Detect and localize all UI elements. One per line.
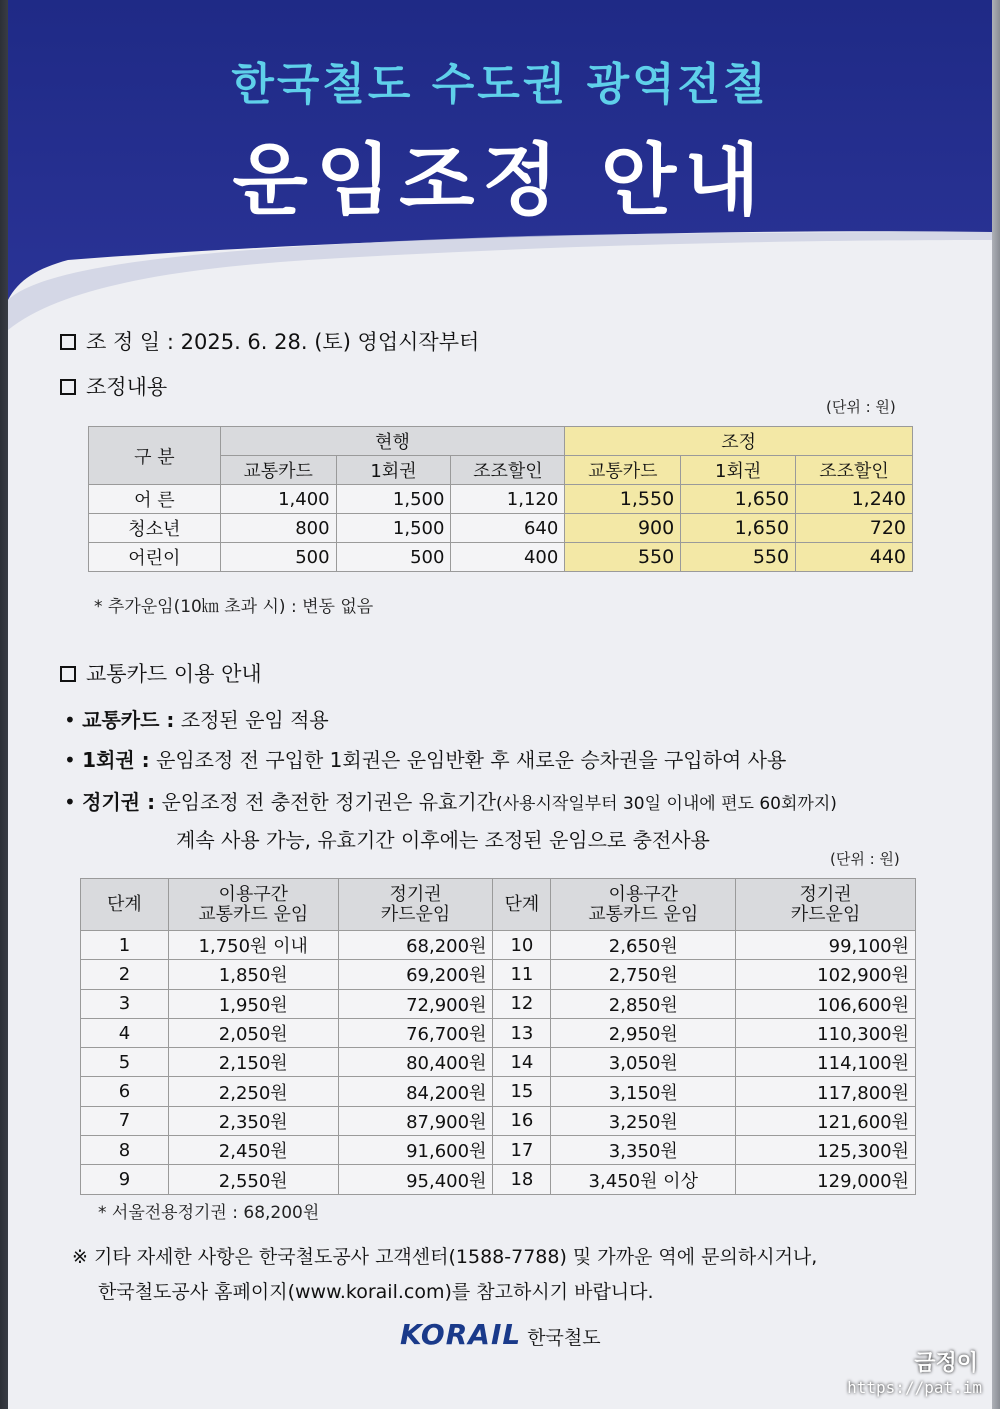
bullet-text: 조정된 운임 적용: [180, 708, 329, 732]
pass-fare-cell: 117,800원: [736, 1077, 916, 1106]
korail-logo-text: KORAIL: [400, 1318, 522, 1351]
fare-note: * 추가운임(10㎞ 초과 시) : 변동 없음: [94, 597, 374, 617]
pass-fare-cell: 3,250원: [551, 1106, 736, 1135]
pass-fare-cell: 6: [81, 1077, 169, 1106]
pass-fare-cell: 87,900원: [338, 1106, 493, 1135]
pass-step-header: 단계: [493, 879, 551, 931]
pass-fare-cell: 11: [493, 960, 551, 989]
pass-fare-cell: 91,600원: [338, 1136, 493, 1165]
pass-fare-cell: 68,200원: [338, 931, 493, 960]
pass-fare-cell: 5: [81, 1048, 169, 1077]
pass-range-header: 이용구간 교통카드 운임: [551, 879, 736, 931]
pass-fare-cell: 1: [81, 931, 169, 960]
pass-fare-cell: 3,450원 이상: [551, 1165, 736, 1194]
table-row: [89, 543, 913, 572]
pass-fare-cell: 1,750원 이내: [168, 931, 338, 960]
pass-fare-cell: 1,950원: [168, 989, 338, 1018]
fare-sub-header: 조조할인: [451, 456, 565, 485]
fare-row-label: 청소년: [89, 514, 221, 543]
table-row: [89, 514, 913, 543]
notice-poster: [8, 0, 992, 1409]
fare-cell: 640: [451, 514, 565, 543]
contact-line-1: ※ 기타 자세한 사항은 한국철도공사 고객센터(1588-7788) 및 가까운 역에 문의하시거나,: [72, 1246, 818, 1268]
table-row: [81, 1136, 916, 1165]
pass-fare-cell: 2: [81, 960, 169, 989]
bullet-pass: • 정기권 : 운임조정 전 충전한 정기권은 유효기간(사용시작일부터 30일 이내에 편도 60회까지): [64, 790, 837, 814]
fare-sub-header: 1회권: [681, 456, 796, 485]
watermark-name: 금정이: [914, 1351, 978, 1376]
fare-cell: 1,500: [336, 514, 451, 543]
section-content-heading: [60, 371, 167, 401]
pass-fare-cell: 4: [81, 1018, 169, 1047]
checkbox-square-icon: [60, 334, 76, 350]
pass-fare-cell: 2,050원: [168, 1018, 338, 1047]
fare-cell: 500: [336, 543, 451, 572]
pass-fare-cell: 84,200원: [338, 1077, 493, 1106]
unit-label: (단위 : 원): [830, 850, 900, 868]
pass-fare-cell: 102,900원: [736, 960, 916, 989]
checkbox-square-icon: [60, 666, 76, 682]
poster-header: [8, 0, 992, 330]
section-card-text: 교통카드 이용 안내: [86, 662, 262, 686]
table-row: [81, 1106, 916, 1135]
pass-fare-cell: 1,850원: [168, 960, 338, 989]
pass-fare-cell: 2,250원: [168, 1077, 338, 1106]
table-row: [81, 931, 916, 960]
pass-fare-cell: 129,000원: [736, 1165, 916, 1194]
schedule-line: [60, 326, 479, 356]
pass-fare-cell: 15: [493, 1077, 551, 1106]
fare-row-label: 어린이: [89, 543, 221, 572]
pass-fare-cell: 110,300원: [736, 1018, 916, 1047]
fare-cell: 1,550: [565, 485, 681, 514]
watermark-url: https://pat.im: [847, 1378, 982, 1397]
header-title: 운임조정 안내: [232, 136, 768, 226]
section-card-heading: [60, 658, 262, 688]
bullet-text: 운임조정 전 충전한 정기권은 유효기간: [161, 790, 496, 814]
fare-cell: 1,240: [796, 485, 913, 514]
pass-fare-cell: 121,600원: [736, 1106, 916, 1135]
fare-cell: 440: [796, 543, 913, 572]
bullet-card: • 교통카드 : 조정된 운임 적용: [64, 708, 329, 732]
pass-fare-cell: 14: [493, 1048, 551, 1077]
pass-fare-cell: 72,900원: [338, 989, 493, 1018]
pass-fare-cell: 2,550원: [168, 1165, 338, 1194]
korail-name: 한국철도: [527, 1327, 601, 1349]
fare-cell: 900: [565, 514, 681, 543]
pass-fare-cell: 12: [493, 989, 551, 1018]
schedule-text: 조 정 일 : 2025. 6. 28. (토) 영업시작부터: [86, 330, 480, 354]
fare-cell: 1,500: [336, 485, 451, 514]
table-row: [89, 485, 913, 514]
bullet-title: 1회권 :: [82, 748, 150, 772]
fare-current-header: 현행: [220, 427, 565, 456]
pass-fare-cell: 76,700원: [338, 1018, 493, 1047]
pass-fare-cell: 69,200원: [338, 960, 493, 989]
bullet-title: 교통카드 :: [82, 708, 175, 732]
pass-fare-cell: 3,350원: [551, 1136, 736, 1165]
pass-fare-cell: 13: [493, 1018, 551, 1047]
fare-col-group-header: 구 분: [89, 427, 221, 485]
fare-cell: 720: [796, 514, 913, 543]
pass-range-header: 이용구간 교통카드 운임: [168, 879, 338, 931]
fare-sub-header: 1회권: [336, 456, 451, 485]
pass-fare-cell: 2,350원: [168, 1106, 338, 1135]
fare-cell: 500: [220, 543, 336, 572]
pass-fare-cell: 2,650원: [551, 931, 736, 960]
pass-fare-cell: 8: [81, 1136, 169, 1165]
pass-fare-cell: 10: [493, 931, 551, 960]
table-row: [81, 1048, 916, 1077]
unit-label: (단위 : 원): [826, 398, 896, 416]
section-content-text: 조정내용: [86, 375, 168, 399]
pass-fare-cell: 3: [81, 989, 169, 1018]
pass-fare-header: 정기권 카드운임: [736, 879, 916, 931]
pass-fare-cell: 2,950원: [551, 1018, 736, 1047]
bullet-title: 정기권 :: [82, 790, 156, 814]
fare-row-label: 어 른: [89, 485, 221, 514]
bullet-pass-continued: 계속 사용 가능, 유효기간 이후에는 조정된 운임으로 충전사용: [176, 828, 710, 852]
fare-cell: 1,120: [451, 485, 565, 514]
pass-fare-cell: 2,150원: [168, 1048, 338, 1077]
fare-cell: 1,650: [681, 485, 796, 514]
fare-sub-header: 조조할인: [796, 456, 913, 485]
pass-fare-cell: 18: [493, 1165, 551, 1194]
fare-cell: 550: [565, 543, 681, 572]
fare-cell: 400: [451, 543, 565, 572]
korail-logo: [400, 1318, 601, 1351]
table-row: [81, 1077, 916, 1106]
pass-fare-cell: 125,300원: [736, 1136, 916, 1165]
bullet-text-small: (사용시작일부터 30일 이내에 편도 60회까지): [496, 794, 837, 814]
fare-sub-header: 교통카드: [565, 456, 681, 485]
checkbox-square-icon: [60, 379, 76, 395]
pass-fare-cell: 95,400원: [338, 1165, 493, 1194]
pass-fare-cell: 9: [81, 1165, 169, 1194]
table-row: [81, 1018, 916, 1047]
pass-fare-cell: 106,600원: [736, 989, 916, 1018]
pass-fare-table: [80, 878, 916, 1195]
header-subtitle: 한국철도 수도권 광역전철: [231, 59, 769, 110]
pass-fare-cell: 17: [493, 1136, 551, 1165]
fare-cell: 1,400: [220, 485, 336, 514]
pass-fare-cell: 3,050원: [551, 1048, 736, 1077]
pass-fare-cell: 2,850원: [551, 989, 736, 1018]
pass-note: * 서울전용정기권 : 68,200원: [98, 1203, 320, 1223]
pass-fare-cell: 3,150원: [551, 1077, 736, 1106]
pass-fare-cell: 2,750원: [551, 960, 736, 989]
bullet-text: 운임조정 전 구입한 1회권은 운임반환 후 새로운 승차권을 구입하여 사용: [156, 748, 787, 772]
fare-sub-header: 교통카드: [220, 456, 336, 485]
pass-fare-header: 정기권 카드운임: [338, 879, 493, 931]
pass-fare-cell: 99,100원: [736, 931, 916, 960]
pass-step-header: 단계: [81, 879, 169, 931]
pass-fare-cell: 7: [81, 1106, 169, 1135]
contact-line-2: 한국철도공사 홈페이지(www.korail.com)를 참고하시기 바랍니다.: [98, 1281, 654, 1303]
pass-fare-cell: 2,450원: [168, 1136, 338, 1165]
fare-cell: 800: [220, 514, 336, 543]
fare-adjusted-header: 조정: [565, 427, 913, 456]
pass-fare-cell: 16: [493, 1106, 551, 1135]
table-row: [81, 989, 916, 1018]
pass-fare-cell: 80,400원: [338, 1048, 493, 1077]
pass-fare-cell: 114,100원: [736, 1048, 916, 1077]
fare-cell: 1,650: [681, 514, 796, 543]
fare-table: [88, 426, 913, 572]
table-row: [81, 1165, 916, 1194]
fare-cell: 550: [681, 543, 796, 572]
table-row: [81, 960, 916, 989]
bullet-single-ticket: • 1회권 : 운임조정 전 구입한 1회권은 운임반환 후 새로운 승차권을 구입하여 사용: [64, 748, 787, 772]
